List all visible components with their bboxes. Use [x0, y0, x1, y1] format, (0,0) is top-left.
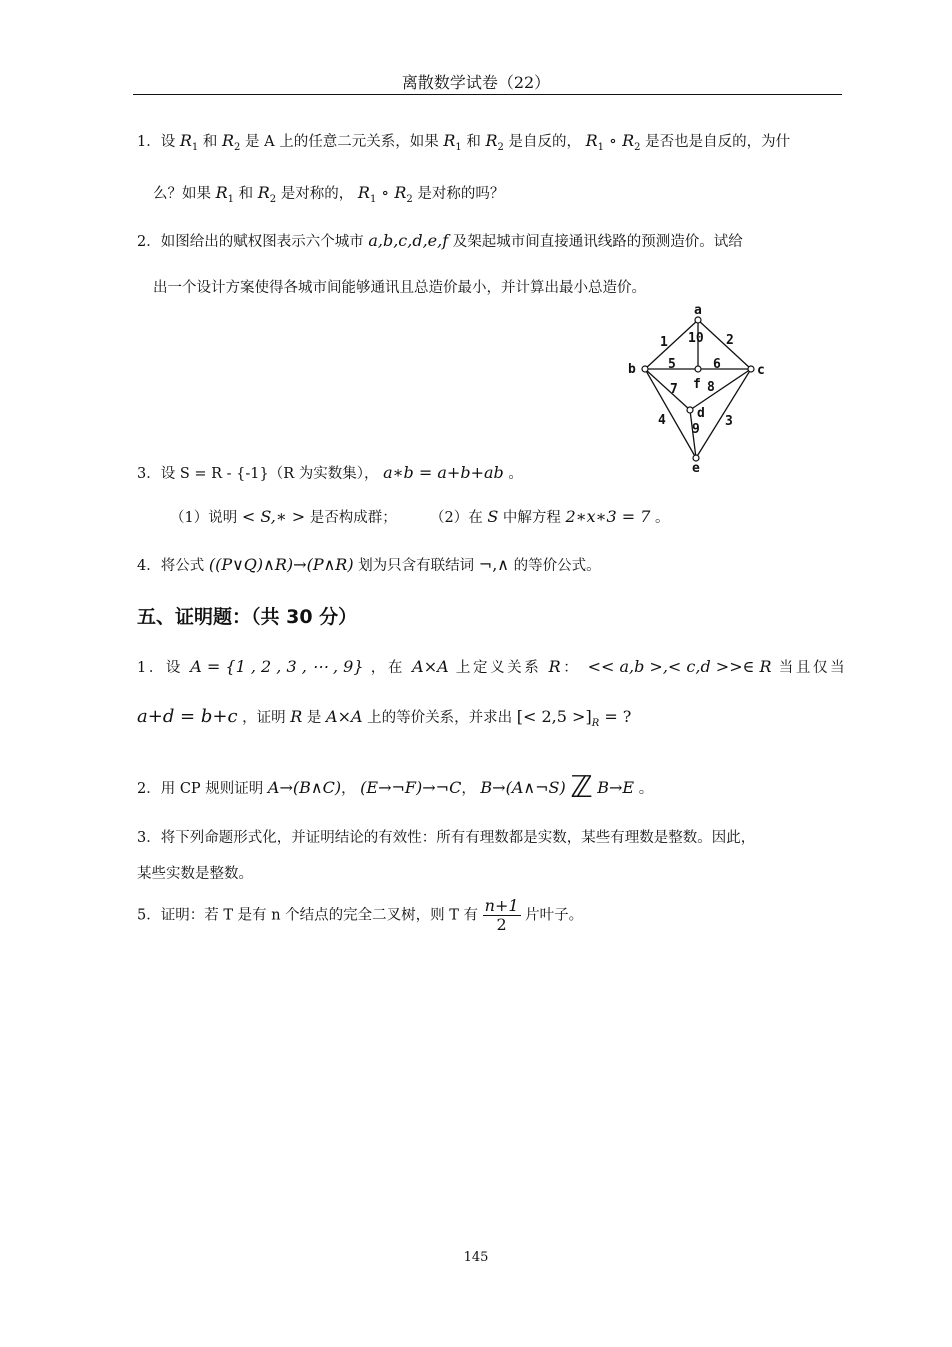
q3-sub2-text: （2）在: [430, 510, 483, 526]
p1-text-g: 上的等价关系，并求出: [367, 710, 513, 726]
edge-a-c: [698, 320, 751, 369]
p1-cartesian: A×A: [412, 657, 449, 676]
q2-line1: [137, 230, 743, 251]
weight-f-c: 6: [713, 357, 721, 372]
node-d: [687, 407, 693, 413]
weight-d-e: 9: [692, 422, 700, 437]
p1-colon: ：: [563, 660, 581, 676]
q1-and-c: 和: [238, 186, 254, 202]
p1-line2: [137, 706, 631, 729]
p1-relation: R: [548, 657, 564, 676]
node-label-d: d: [697, 406, 705, 421]
p1-text-f: 是: [306, 710, 322, 726]
p1-text-a: 1．设: [137, 660, 184, 676]
edge-b-d: [645, 369, 690, 410]
q1-r1b: $R_1$: [443, 131, 462, 153]
q3-sub2: [430, 506, 670, 527]
p1-condition: << a,b >,< c,d >>∈ R: [587, 657, 772, 676]
q2-text-a: 2．如图给出的赋权图表示六个城市: [137, 234, 364, 250]
section-title: 五、证明题：（共 30 分）: [137, 606, 358, 628]
q4-line: [137, 554, 601, 575]
p1-equivalence-class: [< $2,5 >]_R$ = ?: [516, 707, 632, 729]
p2-text-a: 2．用 CP 规则证明: [137, 781, 264, 797]
q2-cities: a,b,c,d,e,f: [368, 231, 449, 250]
weight-b-d: 7: [670, 382, 678, 397]
q1-line1: [137, 130, 790, 153]
p2-period: 。: [638, 781, 654, 797]
q3-group-formula: < S,∗ >: [241, 507, 306, 526]
page-number: 145: [463, 1250, 489, 1265]
weight-b-f: 5: [668, 357, 676, 372]
weighted-graph: [620, 300, 770, 475]
p5-fraction: [483, 897, 521, 934]
weight-c-d: 8: [707, 380, 715, 395]
q4-text-a: 4．将公式: [137, 558, 205, 574]
p3-line2: 某些实数是整数。: [137, 866, 253, 882]
q1-r1c: $R_1$: [215, 183, 235, 205]
p2-premise-3: B→(A∧¬S): [480, 778, 566, 797]
q4-text-c: 的等价公式。: [513, 558, 601, 574]
q1-and-b: 和: [466, 134, 481, 150]
p1-text-b: ，在: [370, 660, 405, 676]
node-b: [642, 366, 648, 372]
weight-a-b: 1: [660, 335, 668, 350]
q3-operation-formula: a∗b = a+b+ab: [383, 463, 504, 482]
node-label-e: e: [692, 461, 700, 475]
q1-text-e: 么？如果: [153, 186, 211, 202]
p1-equation: a+d = b+c: [137, 706, 238, 727]
p5-numerator: n+1: [484, 896, 519, 915]
p5-text-b: 片叶子。: [525, 907, 584, 924]
q1-composition-b: $R_1$ ∘ $R_2$: [357, 183, 413, 205]
q3-set-s: S: [487, 507, 499, 526]
q1-line2: [153, 182, 504, 205]
weight-c-e: 3: [725, 414, 733, 429]
q3-sub1-text: （1）说明: [170, 510, 238, 526]
q3-text-a: 3．设 S = R - {-1}（R 为实数集），: [137, 466, 379, 482]
p5-text-a: 5．证明：若 T 是有 n 个结点的完全二叉树，则 T 有: [137, 907, 479, 924]
page-header-title: 离散数学试卷（22）: [401, 73, 551, 92]
q3-sub1: [170, 506, 397, 527]
q1-text: 1．设: [137, 134, 176, 150]
node-label-a: a: [694, 303, 702, 318]
p1-text-d: 当且仅当: [778, 660, 848, 676]
q1-and: 和: [202, 134, 218, 150]
q3-sub2-period: 。: [655, 510, 670, 526]
p2-conclusion: B→E: [597, 778, 635, 797]
node-c: [748, 366, 754, 372]
weight-b-e: 4: [658, 413, 666, 428]
p1-text-c: 上定义关系: [455, 660, 542, 676]
p3-line1: 3．将下列命题形式化，并证明结论的有效性：所有有理数都是实数，某些有理数是整数。因此，: [137, 830, 756, 846]
q4-text-b: 划为只含有联结词: [358, 558, 475, 574]
q1-composition: $R_1$ ∘ $R_2$: [585, 131, 641, 153]
q1-text-d: 是否也是自反的，为什: [645, 134, 791, 150]
header-rule: [133, 94, 842, 95]
p5-denominator: 2: [496, 915, 507, 934]
q1-text-g: 是对称的吗？: [417, 186, 505, 202]
p2-premise-1: A→(B∧C): [267, 778, 342, 797]
q1-r1: $R_1$: [179, 131, 199, 153]
q3-line1: [137, 462, 523, 483]
p5-line: [137, 897, 583, 934]
node-label-c: c: [757, 363, 765, 378]
weight-a-c: 2: [726, 333, 734, 348]
p1-text-e: ，证明: [242, 710, 286, 726]
p1-set-definition: A = {1 , 2 , 3 , ⋯ , 9}: [190, 657, 364, 676]
q1-text-c: 是自反的，: [508, 134, 581, 150]
p2-line: [137, 770, 653, 805]
node-f: [695, 366, 701, 372]
node-label-b: b: [628, 362, 636, 377]
q4-formula: ((P∨Q)∧R)→(P∧R): [208, 555, 354, 574]
q4-connectives: ¬,∧: [478, 555, 509, 574]
q2-line2: 出一个设计方案使得各城市间能够通讯且总造价最小，并计算出最小总造价。: [153, 280, 646, 296]
q3-sub1-text-b: 是否构成群；: [309, 510, 397, 526]
p2-sep-1: ，: [341, 781, 356, 797]
p1-line1: [137, 656, 847, 677]
p2-premise-2: (E→¬F)→¬C: [360, 778, 462, 797]
q3-equation: 2∗x∗3 = 7: [565, 507, 651, 526]
node-label-f: f: [693, 377, 701, 392]
q2-text-b: 及架起城市间直接通讯线路的预测造价。试给: [452, 234, 743, 250]
p2-sep-2: ，: [461, 781, 476, 797]
q1-r2: $R_2$: [221, 131, 241, 153]
q3-sub2-text-b: 中解方程: [502, 510, 561, 526]
q3-period: 。: [508, 466, 523, 482]
q1-r2c: $R_2$: [257, 183, 277, 205]
weight-a-f: 10: [688, 331, 704, 346]
q1-text-f: 是对称的，: [280, 186, 354, 202]
p1-relation-b: R: [290, 707, 303, 726]
q1-text-b: 是 A 上的任意二元关系，如果: [245, 134, 439, 150]
q1-r2b: $R_2$: [485, 131, 504, 153]
p2-integer-symbol: ℤ: [570, 770, 593, 805]
p1-cartesian-b: A×A: [326, 707, 363, 726]
